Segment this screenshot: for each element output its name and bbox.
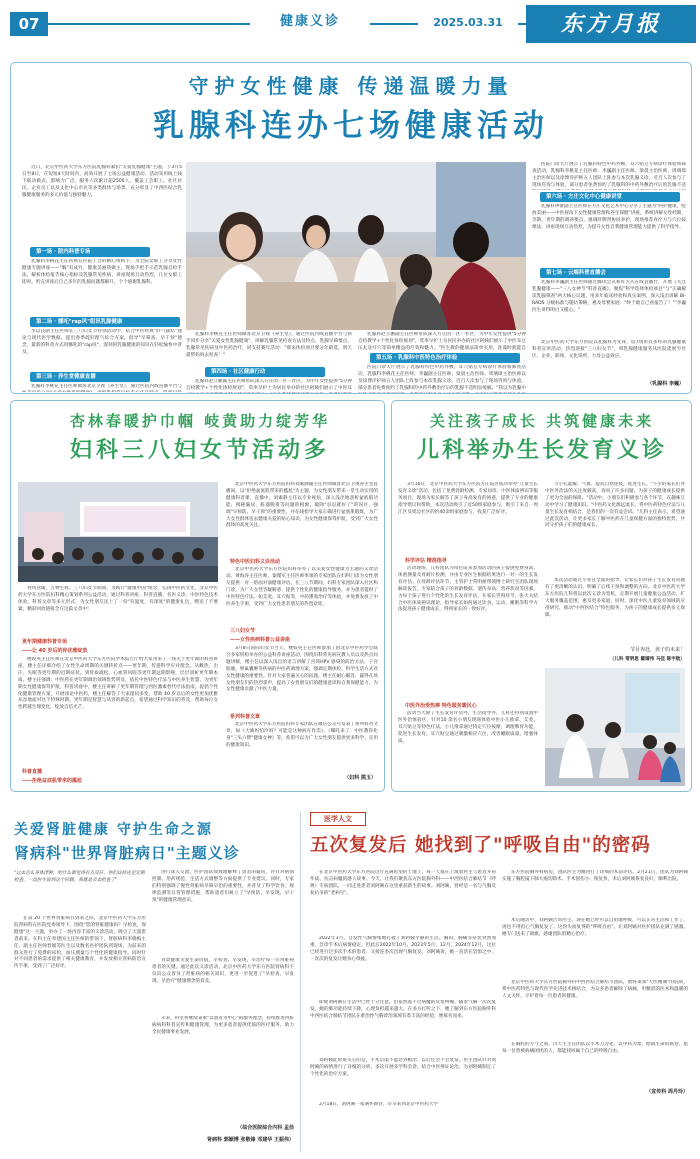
- section-text: 乳腺科李桃花主任医师在医院工会的精心组织下，为全院女职工分享女性健康专题讲座——"胸"有成竹，健康美丽我做主。现场手把手示范乳腺自检手法，解析体检报告核心指标及乳腺常见疾病，讲座现场互动热烈，几位女职工即时，听完讲座后自己多年的乳腺问题都解开，个个感谢乳腺科。: [22, 259, 182, 285]
- article-gyn-headline-1: 杏林春暖护巾帼 岐黄助力绽芳华: [69, 412, 331, 430]
- article-thoracic-signature: （宣传科 周丹玲）: [646, 1089, 688, 1095]
- article-breast-intro: 近日，北京中医药大学东方医院乳腺科紧扣"关爱乳腺健康"主题，于3月5日至8日，在短短4天时间内，高效开展了七场公益健康活动。活动采用线上线下联动模式，影响力广泛，服务人次累计超2500人，覆盖工会职工、社区居民、企业员工以及文化中心市民等多类群体与场景，充分彰显了中西医结合乳腺健康服务的多元价值与独特魅力。: [22, 165, 182, 198]
- lecture-hall-scene: [18, 482, 218, 582]
- gyn-section-subtitle: ——拒绝盆底肌带来的尴尬: [22, 778, 83, 784]
- paper-title: 东方月报: [526, 5, 696, 43]
- article-peds-headline-1: 关注孩子成长 共筑健康未来: [429, 412, 655, 430]
- gyn-section-text: 楼姣英主任医师在北京中医药大学东方医院学术报告厅给大家带来了一场关于更年期的科普讲座。楼主任详细介绍了女性生命周期的关键转折点——更年期，传递科学应对理念。从雌热、出汗、失眠等更年期的近期症状，到骨质疏松、心血管风险等更年期远期影响，层层剖析更年期本质。楼主任强调：中医药在更年期调治领域优势明显，依托中医特色疗法与中医养生智慧，为更年期女性健康保驾护航，科普讲座中，楼主任讲解了更年期管理与西医激素替代疗法指南，提倡个性化健康管理方案，开展谈论中医药，楼主任解答了大家提问多变，帮助 40 岁以后的女性更加优雅从容地面对这个特殊时期。更年期是智慧与从容的新起点，希望通过科学知识的普及，帮助每位女性跨越生理变化，绽放自信光芒。: [18, 657, 218, 711]
- gyn-section-title: 三八妇女节: [230, 628, 256, 634]
- section-text: 乳腺科李桃花主任医师做客北京卫视《养生堂》，通过医院内线直播平台与快手同步分享"关爱女性乳腺健康"，讲解乳腺常见检查方法及特点，乳腺早筛要点，乳腺常见疾病及中医药治疗，同支持赛年活动："那来体检项目要分年龄选，明天就带妈妈去检查！": [186, 332, 352, 358]
- thoracic-column-text: 东方医院胸外科病房，团队医生为她进行了详细的术前评估。2月21日，团队为刘阿姨实施了胸腔镜下肺大疱切除术。手术创伤小、恢复快，术后刘阿姨恢复良好，顺利出院。: [502, 870, 688, 882]
- gyn-section-title: 科普直播: [22, 769, 43, 775]
- kidney-column-text: 进行深入交流，医护团队细致地解释了患者的疑问，并针对病情控制、用药规范、生活方式调整等方面提供了专业建议。同时，专家们特别强调了慢性肾脏病早筛早治的重要性，并普及了科学饮食、规律监测等日常管理措施，帮助患者们树立了"早预防、早发现、早干预"的健康管理意识。: [152, 870, 294, 903]
- gyn-section-subtitle: ——女性疾病科普公益讲座: [230, 637, 291, 643]
- article-breast-closing: 北京中医药大学东方医院以乳腺科为先锋，借7场形式多样的乳腺健康科普宣讲活动，热烈迎接"三八妇女节"，将乳腺健康服务从医院延展至社区、企业、职场、文化场所，力显公益效应。: [532, 340, 686, 359]
- peds-section-title: 中医外治受热捧 特色服务暖民心: [405, 703, 477, 709]
- section-title: 第五场 · 乳腺科中医特色治疗体验: [370, 353, 520, 363]
- section-tab: 健康义诊: [250, 11, 370, 33]
- section-text: 李以良副主任医师在三八妇女节特别活动中，结合中医经典"肝气郁结"理论与现代医学数据，提出春季疏肝理气综合方案，倡导"早筛查、早干预"理念，最新的科普方式用娜吒的"rap风"，深刻的乳腺健康的知识在轻松愉快中普及。: [22, 329, 182, 355]
- article-gyn-headline-2: 妇科三八妇女节活动多: [69, 437, 330, 463]
- section-title: 第一场 · 院内科普专场: [30, 247, 150, 257]
- kidney-column-text: 在第 20 个世界肾脏病日到来之际，北京中医药大学东方医院肾病科在医院党委领导下，围绕"您的肾脏健康吗？早检查，保健康"这一主题，举办了一场内容丰富的义诊活动，吸引了大量患者前来。在科主任奉建国主任医师的带领下，肾脏病科李晓梅主任、副主任医师晋媛等医生以及数名医护团队到现场，为前来的群众进行了免费的尿检、血压测量与个性化的健康指导。同时针对不同患者的需求提供了相关健康教育，并发放相关肾病防治宣传手册，受到了广泛好评。: [14, 916, 146, 970]
- thoracic-column-text: 2月18日，刘阿姨一家满怀期待，早早来到北京中医药大学: [319, 1102, 439, 1107]
- section-title: 第七场 · 云端科普直播会: [540, 268, 670, 278]
- article-kidney-signature-2: 肾病科 郭颖博 张敬锋 邓建华 王振伟）: [207, 1137, 294, 1143]
- article-peds-signature: （儿科 常明思 霍婧伟 马佳 陈宇航）: [609, 657, 685, 662]
- section-title: 第二场 · 娜吒"rap风"组讯乳腺健康: [30, 317, 180, 327]
- section-text: 乳腺科钟蕾副主任医师在方庄文化艺术中心分享了主题为"呵护健康，绽放美丽——中医视角下女性健康管理和养生保健"讲座，系统讲解女性经期、孕期、更年期的调养要点，强调肝脾肾协同养护，现场推荐食疗方与穴位按摩法，讲座现场互动热烈，为提升女性自我健康管理能力提供了科学指导。: [532, 204, 686, 230]
- article-gyn-photo-caption: 春风送暖，万物生辉。三八妇女节期间，为践行"健康中国"理念，弘扬中医药文化，北京中医药大学东方医院妇科精心策划系列公益活动，通过科普讲座、科普直播、名医义诊、中医特色技术体验、科普文章等多元形式，为女性朋友送上了一份"有温度、有深度"的健康礼包，赠送了不要紧，精彩回放链接全在这篇文章中！: [18, 586, 218, 612]
- gyn-section-subtitle: ——让 40 岁后的你优雅绽放: [22, 648, 88, 654]
- article-thoracic-headline: 五次复发后 她找到了"呼吸自由"的密码: [310, 835, 651, 856]
- section-text: 乳腺科李巍副主任医师通过腾讯会议和好大夫在线直播台，开展《关注乳腺健康——"三八女神节"科普直播》。聚焦"科学选择体检项目"与"正确解读乳腺筛查"两大核心议题，用多年临床经验和真实案例，深入浅出讲解 BI-RADS 分级标准与随访策略，惠及母婴家庭："终于敢自己看报告了！""李巍医生讲得明白又暖心。": [532, 280, 686, 313]
- article-kidney-lead: "过去怎么身体浮肿，吃什么都觉得有点反应，你们这样还是定期检查，一边医生说到这个问题，我就是否去检查了": [14, 871, 145, 883]
- thoracic-column-text: 在胸腔的方寸之间，闫天生主任团队以手术刀为笔，以中药为墨，绘就生命的画卷。愿每一位曾被病痛困扰的人，都能找回属于自己的呼吸自由。: [502, 1042, 688, 1054]
- peds-column-text: 3月16日，北京中医药大学东方医院方庄院区成功举办"儿童生长发育义诊"活动，包括了免费骨龄检测、专家问诊、中医体质辨识等服务项目，现场为家长解答了孩子身高发育的困惑，提供了专业的健康指导建议和帮助，本次活动吸引了近50组家庭参与，吸引了来自一周江区及周边社区的约40余组家庭参与，收获广泛好评。: [398, 482, 538, 515]
- peds-section-text: 活动当天除了生长发育评估外，生活指导外，儿科还特别设置中医外治体验区，针对10 余名小朋友现场体验中医小儿推拿、艾灸、耳穴贴豆等特色疗法，小儿推拿通过特定穴位按摩，调理脾胃功能，促进生长发育。耳穴贴豆通过刺激相应穴位，改善睡眠质量，增强体质。: [398, 711, 538, 744]
- article-breast-headline-1: 守护女性健康 传递温暖力量: [188, 74, 514, 98]
- section-text: 乳腺科赵立鹏副主任医师带队深入方庄园一区一社区，为中年女性提供"5分钟自检教学+个性化体检规划"，赏率早护士为居民举办的社区阿姨们展示了中医耳豆压丸及疗穴等简单精益的疗效和魅力。"医生教的健康法简单实用，洗澡时就能自: [358, 332, 526, 351]
- thoracic-column-text: 刘阿姨此时很关心的是，手术后能不能达到根治、以后还会不会复发。医生团队针对刘阿姨的病情进行了详细的分析，多次开展多学科会诊，结合中医辨证论治，为刘阿姨制定了个性化的治疗方案。: [310, 1058, 496, 1077]
- kidney-column-text: 未来，科室将继续秉承"以患者为中心"的服务理念，持续推进肾脏病病科科普宣传和健康管理，为更多患者提供优质的医疗服务，助力全民健康事业发展。: [152, 1016, 294, 1035]
- gyn-section-text: 3月8日国际妇女节当天，楼姣英主任医师参加了由北京中医药学会联合多家机构举办的公益科普讲座活动，围绕妇科常见病宣教人员以及热点问题讲解，楼主任以深入浅出的语言讲解了宫颈HPV 感染的防治方法、子宫肌瘤、卵巢囊肿等疾病的中医药调理方案，强调定期体检、科学生活方式对女性健康的重要性。针对大家普遍关心的问题，楼主任耐心解答，赢得在场女性朋友们的热烈掌声，提高了女性朋友们的健康意识和自我保健能力，为女性健康贡献了中医力量。: [226, 646, 378, 693]
- article-peds-photo: [545, 668, 685, 786]
- section-title: 第三场 · 养生堂健康直播: [30, 372, 150, 382]
- article-gyn-photo: [18, 482, 218, 582]
- gyn-section-title: 特色中医妇科义诊活动: [230, 559, 281, 565]
- gyn-section-text: 北京中医药大学东方医院妇科专家团队在微信公众号发表了系列科普文章，如《大姨妈怕冷吗？可能是这种病在作祟》、《哪吒来了：中医教你化身"三头六臂"健康女神》等，希望可以为广大女性朋友提供更多科学、实用的健康知识。: [226, 722, 378, 748]
- article-thoracic-tag: 医学人文: [310, 812, 366, 826]
- article-kidney-headline-2: 肾病科"世界肾脏病日"主题义诊: [14, 844, 240, 862]
- column-divider: [300, 812, 301, 1152]
- article-kidney-signature-1: （综合医院综合内科 孟佳: [237, 1125, 294, 1131]
- gyn-section-text: 北京中医药大学东方医院妇科举办了以关爱女性健康为主题的义诊活动。黄海涛主任医师、秦瑾军主任医师率领的专家团队在妇科门诊为女性朋友提供一对一的面对面健康评估。在三八节期间，妇科专家团队深入社区和门诊，为广大女性答疑解惑、提供个性化的健康指导服务，并为患者提供了中医特色疗法，如艾灸、耳穴贴等，中药熏蒸治疗等体验，并免费发放了中医养生手册，受到广大女性患者朋友的热烈欢迎。: [226, 567, 378, 607]
- breast-clinic-scene: [186, 162, 526, 330]
- kidney-column-text: 背景健康关爱生命价值，早检查、早发现，早治疗每一位肾脏病患者的关键。通过此次义诊活动，北京中医药大学东方医院肾病科不仅向公众普及了肾脏病的相关知识，更进一步促进了"早检查、早发现、早治疗"健康理念的普及。: [152, 958, 294, 984]
- gyn-column-text: 北京中医药大学东方医院妇科刘素静副主任医师做客北京卫视养生堂直播间，以"拒绝盆底肌带来的尴尬"为主题，为女性朋友带来一堂生动实用的健康科普课。直播中，刘素静主任以专业视角，深入浅出地剖析盆底肌功能、揭秘漏尿、脏器脱垂等问题的根源，破除"忍忍就好了"的误区，强调"早预防、早干预"的重要性。并在线指导大家正确进行盆底肌锻炼，为广大女性群体送去健康关爱的贴心知识，为女性健康保驾护航，受到广大女性群体的高度关注。: [226, 482, 378, 529]
- peds-caption: 节目奔赴，孩子的未来！: [629, 647, 685, 653]
- peds-section-title: 科学评估 精准指导: [405, 558, 447, 564]
- thoracic-column-text: 即使刘阿姨在生活中已经十分注意，但依然逃不过病魔的反复纠缠。随着气胸一次次复发，她的肺功能持续下降，心理负担越来越大。在多方打听之下，她了解到东方医院胸外科中西医结合肺结节团队在难治性气胸诊治领域有着丰富的经验，便慕名而来。: [310, 1000, 496, 1019]
- article-gyn-signature: （妇科 熊玉）: [344, 775, 376, 781]
- peds-column-text: 本次活动通过专业且全面的指导，让家长们对孩子生长发育问题有了更清晰的认识，明确了后续干预和调整的方向。北京中医药大学东方医院儿科将以此次义诊为契机，定期开展儿童健康公益活动，扩大服务覆盖范围，惠及更多家庭。同时，深化中医儿童发育领域的应用研究，推动"中西医结合"特色服务，为孩子的健康成长提供多元保障。: [545, 578, 685, 618]
- article-breast-headline-2: 乳腺科连办七场健康活动: [153, 108, 549, 144]
- article-kidney-headline-1: 关爱肾脏健康 守护生命之源: [14, 822, 213, 838]
- issue-date: 2025.03.31: [418, 13, 518, 33]
- gyn-section-title: 系列科普文章: [230, 714, 261, 720]
- article-breast-signature: （乳腺科 李巍）: [647, 381, 684, 387]
- children-clinic-scene: [545, 668, 685, 786]
- section-title: 第四场 · 社区健康行动: [205, 367, 325, 377]
- section-title: 第六场 · 方庄文化中心健康讲堂: [540, 192, 680, 202]
- section-text: 乳腺科赵立鹏副主任医师带队深入方庄园一区一社区，为中年女性提供"5分钟自检教学+个性化体检规划"，赏率早护士为居民举办的社区阿姨们展示了中医耳: [186, 379, 352, 391]
- gyn-section-title: 更年期健康科普专场: [22, 639, 68, 645]
- thoracic-column-text: 2022年3月，自发性气胸情绪地打破了刘阿姨平静的生活。胸闷、胸痛等症状突然加重，急诊手术后病情稳定。但此后2022年10月、2023年5月、12月，2024年12月，这位已经进行过多次手术的患者，又接连多次出现气胸复发。刘阿姨说，她一直活在恐惧之中，一次次的复发让她身心俱疲。: [310, 936, 496, 962]
- page-number: 07: [10, 12, 48, 36]
- thoracic-column-text: 北京中医药大学东方医院胸外科中西医结合肺结节团队，始终秉承"大医精诚"的院训，将中医药特色与现代医学先进技术相结合，为众多患者解除了病痛，用精湛的医术和温暖的人文关怀，守护着每一位患者的健康。: [502, 980, 688, 999]
- article-breast-photo: [186, 162, 526, 330]
- peds-column-text: 节小孔能解、气血、提高自然免疫，促进生长。"不少的家长们对中医外治法的关注度颇高，询问了许多问题，为孩子的健康成长提供了更为全面的保障。"活动中，小朋友们积极参与各个环节，在趣味互动中学习了健康知识。"中医药文化源远流长，将中医药特色疗法与儿童生长发育相结合，是我们的一次有益尝试。"儿科主任表示，希望通过此次活动，让更多家长了解中医药在儿童保健方面的独特优势，共同守护孩子们的健康成长。: [545, 482, 685, 529]
- page-header: [0, 0, 700, 58]
- article-peds-headline-2: 儿科举办生长发育义诊: [416, 437, 667, 463]
- section-text: 医院门诊大厅展示了乳腺科特色中药外敷、耳穴贴豆专病诊疗体验和筛查活动，乳腺科李桃花主任医师、李巍副主任医师、梁晨主治医师、周璃璋主治医师以及徐博洋护师五人团队上阵参与本次乳腺义诊。近百人次参与了现场咨询与体验。部分患者免费预约了乳腺科的中药外敷治疗后的乳腺不适: [532, 162, 686, 188]
- section-text: 医院门诊大厅展示了乳腺科特色中药外敷、耳穴贴豆专病诊疗体验和筛查活动，乳腺科李桃花主任医师、李巍副主任医师、梁晨主治医师、周璃璋主治医师以及徐博洋护师五人团队上阵参与本次乳腺义诊。近百人次参与了现场咨询与体验。部分患者免费预约了乳腺科的中药外敷治疗后的乳腺不适明显缓解。"我以为乳腺中: [358, 365, 526, 391]
- thoracic-column-text: 术后随访中，刘阿姨告诉医生，现在她已经可以自由地呼吸，可以正常生活和工作了，再也不用担心气胸复发了。这份失而复得的"呼吸自由"，让刘阿姨对医护团队充满了感激。她专门送来了锦旗，感谢团队的精心治疗。: [502, 918, 688, 937]
- section-text: 乳腺科李桃花主任医师做客北京卫视《养生堂》，通过医院内线直播平台与: [31, 384, 182, 389]
- thoracic-column-text: 在北京中医药大学东方医院这片充满希望的土地上，每一天都在上演着医生与患者并肩作战、抗击病魔的感人故事。今天，让我们聚焦东方医院胸外科——中西医结合肺结节（呼吸）专病团队，一同走进患者刘阿姨在这里重获新生的故事。刘阿姨，曾经是一名与气胸反复抗争的"老病号"。: [310, 870, 496, 896]
- peds-section-text: 活动现场，儿科团队为每位前来参加活动的孩子提供免费身高、体重测量及骨龄片检测，并由专业医生根据结果进行一对一的生长发育评估。在骨龄评估环节，主管护士常明丽带领博士研究生团队现场解读报告，专家结合孩子的骨龄数据、遗传身高、营养状况等因素，为每个孩子进行个性化的生长发育评估。在家长咨询环节，张大夫结合中医体质辨识理论，指导家长如何通过饮食、运动、睡眠等科学方法促进孩子健康成长，得到家长的一致好评。: [398, 566, 538, 613]
